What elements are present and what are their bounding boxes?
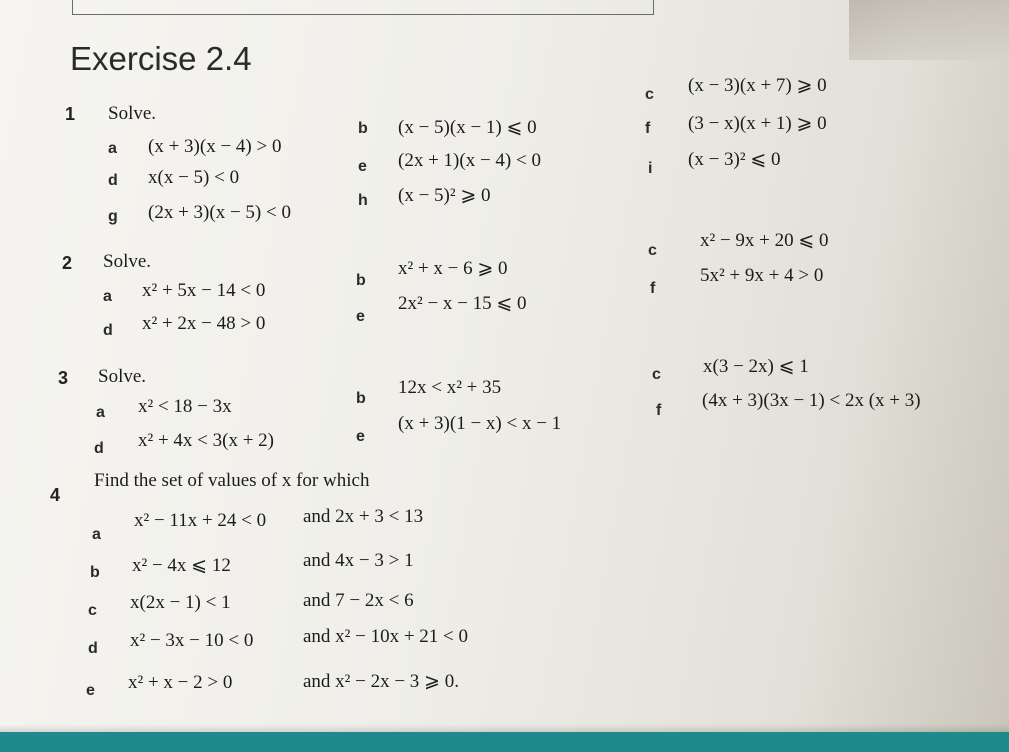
q1-i-expression: (x − 3)² ⩽ 0	[688, 149, 781, 170]
q4-e-expression-1: x² + x − 2 > 0	[128, 672, 233, 693]
q3-b-label: b	[356, 390, 366, 407]
q4-d-expression-2: and x² − 10x + 21 < 0	[303, 626, 469, 647]
q4-b-label: b	[90, 564, 100, 581]
q1-g-label: g	[108, 208, 118, 225]
q3-a-label: a	[96, 404, 105, 421]
q4-c-label: c	[88, 602, 97, 619]
q1-b-expression: (x − 5)(x − 1) ⩽ 0	[398, 117, 537, 138]
q1-h-label: h	[358, 192, 368, 209]
page-header-box	[72, 0, 654, 15]
q3-c-expression: x(3 − 2x) ⩽ 1	[703, 356, 809, 377]
q4-e-label: e	[86, 682, 95, 699]
q1-d-label: d	[108, 172, 118, 189]
q3-e-expression: (x + 3)(1 − x) < x − 1	[398, 413, 562, 434]
q1-e-label: e	[358, 158, 367, 175]
q1-a-label: a	[108, 140, 117, 157]
q2-f-label: f	[650, 280, 656, 297]
question-3-text: Solve.	[98, 366, 147, 387]
q4-a-expression-2: and 2x + 3 < 13	[303, 506, 424, 527]
question-2-number: 2	[62, 253, 73, 273]
q4-b-expression-1: x² − 4x ⩽ 12	[132, 555, 231, 576]
q2-e-label: e	[356, 308, 365, 325]
q1-b-label: b	[358, 120, 368, 137]
q3-d-label: d	[94, 440, 104, 457]
q3-d-expression: x² + 4x < 3(x + 2)	[138, 430, 274, 451]
q1-i-label: i	[648, 160, 653, 177]
q3-a-expression: x² < 18 − 3x	[138, 396, 232, 417]
question-3-number: 3	[58, 368, 69, 388]
q2-f-expression: 5x² + 9x + 4 > 0	[700, 265, 824, 286]
question-4-number: 4	[50, 485, 61, 505]
q2-a-expression: x² + 5x − 14 < 0	[142, 280, 266, 301]
shadow-area	[849, 0, 1009, 60]
q1-d-expression: x(x − 5) < 0	[148, 167, 240, 188]
q2-c-expression: x² − 9x + 20 ⩽ 0	[700, 230, 829, 251]
q2-b-expression: x² + x − 6 ⩾ 0	[398, 258, 508, 279]
q4-d-expression-1: x² − 3x − 10 < 0	[130, 630, 254, 651]
q1-c-expression: (x − 3)(x + 7) ⩾ 0	[688, 75, 827, 96]
question-1-text: Solve.	[108, 103, 157, 124]
q2-e-expression: 2x² − x − 15 ⩽ 0	[398, 293, 527, 314]
exercise-title: Exercise 2.4	[70, 40, 252, 77]
q1-a-expression: (x + 3)(x − 4) > 0	[148, 136, 282, 157]
q3-f-label: f	[656, 402, 662, 419]
q3-b-expression: 12x < x² + 35	[398, 377, 502, 398]
q1-h-expression: (x − 5)² ⩾ 0	[398, 185, 491, 206]
q4-c-expression-1: x(2x − 1) < 1	[130, 592, 231, 613]
q3-f-expression: (4x + 3)(3x − 1) < 2x (x + 3)	[702, 390, 921, 411]
q2-c-label: c	[648, 242, 657, 259]
q1-g-expression: (2x + 3)(x − 5) < 0	[148, 202, 291, 223]
q2-d-label: d	[103, 322, 113, 339]
question-2-text: Solve.	[103, 251, 152, 272]
q4-e-expression-2: and x² − 2x − 3 ⩾ 0.	[303, 671, 459, 692]
bottom-shadow	[0, 724, 1009, 732]
q2-d-expression: x² + 2x − 48 > 0	[142, 313, 266, 334]
q4-d-label: d	[88, 640, 98, 657]
q4-a-expression-1: x² − 11x + 24 < 0	[134, 510, 267, 531]
q3-c-label: c	[652, 366, 661, 383]
bottom-accent-bar	[0, 732, 1009, 752]
q1-c-label: c	[645, 86, 654, 103]
q3-e-label: e	[356, 428, 365, 445]
q1-e-expression: (2x + 1)(x − 4) < 0	[398, 150, 541, 171]
question-1-number: 1	[65, 104, 76, 124]
q1-f-expression: (3 − x)(x + 1) ⩾ 0	[688, 113, 827, 134]
q2-a-label: a	[103, 288, 112, 305]
q1-f-label: f	[645, 120, 651, 137]
q2-b-label: b	[356, 272, 366, 289]
q4-b-expression-2: and 4x − 3 > 1	[303, 550, 414, 571]
question-4-text: Find the set of values of x for which	[94, 470, 370, 491]
q4-a-label: a	[92, 526, 101, 543]
q4-c-expression-2: and 7 − 2x < 6	[303, 590, 414, 611]
